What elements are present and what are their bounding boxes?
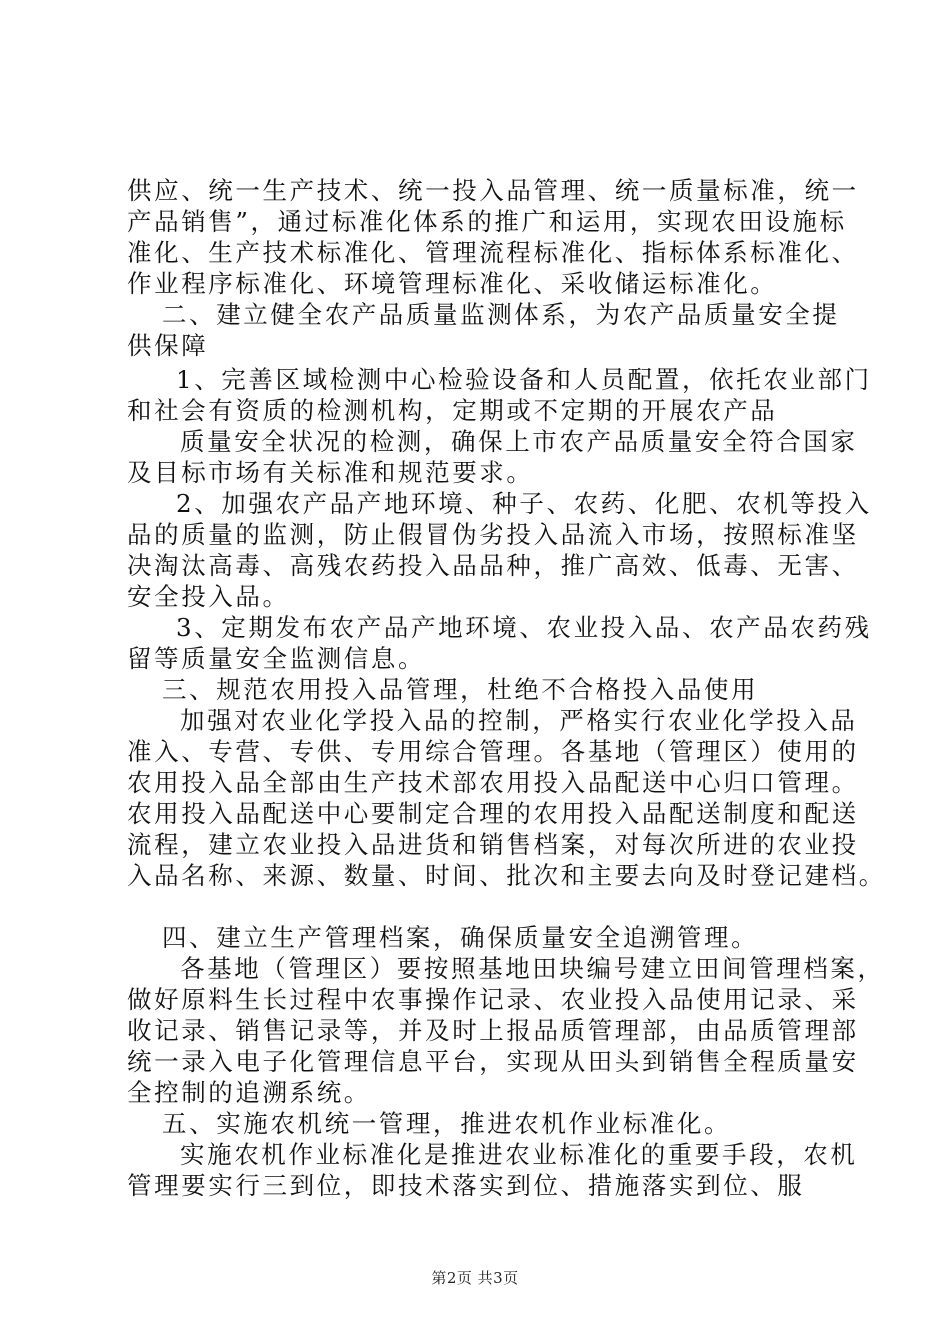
text-line: 和社会有资质的检测机构，定期或不定期的开展农产品 xyxy=(127,396,778,425)
text-line: 产品销售”，通过标准化体系的推广和运用，实现农田设施标 xyxy=(127,207,847,236)
text-line: 实施农机作业标准化是推进农业标准化的重要手段，农机 xyxy=(180,1140,858,1169)
section-heading: 三、规范农用投入品管理，杜绝不合格投入品使用 xyxy=(162,675,759,704)
text-line: 质量安全状况的检测，确保上市农产品质量安全符合国家 xyxy=(180,427,858,456)
list-item: 1、完善区域检测中心检验设备和人员配置，依托农业部门 xyxy=(176,365,872,394)
section-heading: 二、建立健全农产品质量监测体系，为农产品质量安全提 xyxy=(162,300,840,329)
page-footer: 第2页 共3页 xyxy=(431,1269,519,1287)
text-line: 及目标市场有关标准和规范要求。 xyxy=(127,458,534,487)
text-line: 管理要实行三到位，即技术落实到位、措施落实到位、服 xyxy=(127,1171,805,1200)
list-item: 2、加强农产品产地环境、种子、农药、化肥、农机等投入 xyxy=(176,489,872,518)
list-item: 3、定期发布农产品产地环境、农业投入品、农产品农药残 xyxy=(176,613,872,642)
text-line: 流程，建立农业投入品进货和销售档案，对每次所进的农业投 xyxy=(127,830,859,859)
section-heading: 五、实施农机统一管理，推进农机作业标准化。 xyxy=(162,1109,732,1138)
text-line: 农用投入品全部由生产技术部农用投入品配送中心归口管理。 xyxy=(127,768,859,797)
text-line: 各基地（管理区）要按照基地田块编号建立田间管理档案， xyxy=(180,954,885,983)
text-line: 农用投入品配送中心要制定合理的农用投入品配送制度和配送 xyxy=(127,799,859,828)
text-line: 决淘汰高毒、高残农药投入品品种，推广高效、低毒、无害、 xyxy=(127,551,859,580)
text-line: 准入、专营、专供、专用综合管理。各基地（管理区）使用的 xyxy=(127,737,859,766)
text-line: 供保障 xyxy=(127,331,209,360)
text-line: 做好原料生长过程中农事操作记录、农业投入品使用记录、采 xyxy=(127,985,859,1014)
text-line: 全控制的追溯系统。 xyxy=(127,1078,371,1107)
text-line: 留等质量安全监测信息。 xyxy=(127,644,426,673)
section-heading: 四、建立生产管理档案，确保质量安全追溯管理。 xyxy=(162,923,759,952)
text-line: 准化、生产技术标准化、管理流程标准化、指标体系标准化、 xyxy=(127,238,859,267)
text-line: 统一录入电子化管理信息平台，实现从田头到销售全程质量安 xyxy=(127,1047,859,1076)
text-line: 供应、统一生产技术、统一投入品管理、统一质量标准，统一 xyxy=(127,176,859,205)
text-line: 作业程序标准化、环境管理标准化、采收储运标准化。 xyxy=(127,269,778,298)
text-line: 加强对农业化学投入品的控制，严格实行农业化学投入品 xyxy=(180,706,858,735)
text-line: 品的质量的监测，防止假冒伪劣投入品流入市场，按照标准坚 xyxy=(127,520,859,549)
text-line: 入品名称、来源、数量、时间、批次和主要去向及时登记建档。 xyxy=(127,861,886,890)
text-line: 安全投入品。 xyxy=(127,582,290,611)
text-line: 收记录、销售记录等，并及时上报品质管理部，由品质管理部 xyxy=(127,1016,859,1045)
